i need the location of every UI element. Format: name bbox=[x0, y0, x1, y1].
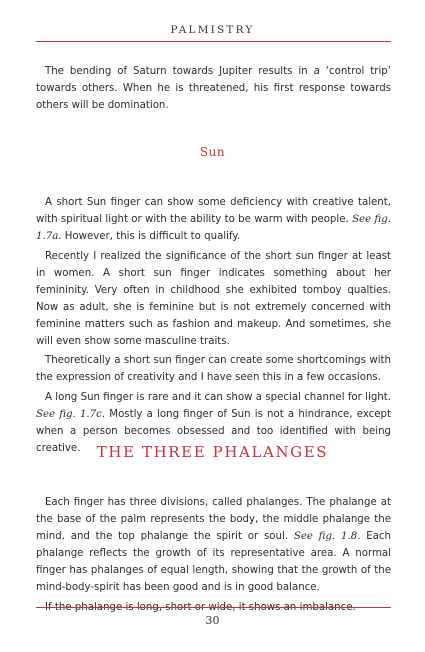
running-header: PALMISTRY bbox=[170, 24, 255, 36]
phalanges-heading: THE THREE PHALANGES bbox=[96, 443, 329, 461]
footer-rule bbox=[36, 607, 391, 608]
intro-paragraph: The bending of Saturn towards Jupiter results in a ‘control trip’ towards others. When he is threatened, his first response towards others will be domination. bbox=[36, 66, 391, 111]
sun-paragraph-4: A long Sun finger is rare and it can show a special channel for light. See fig. 1.7c. Mostly a long finger of Sun is not a hindrance, except when a person becomes obsessed and too identified with being creative. bbox=[36, 391, 391, 454]
sun-section-text bbox=[36, 194, 391, 459]
figure-reference: See fig. 1.7c bbox=[36, 408, 102, 420]
phalanges-paragraph-1: Each finger has three divisions, called phalanges. The phalange at the base of the palm represents the body, the middle phalange the mind, and the top phalange the spirit or soul. See fig. 1.8. Each phalange reflects the growth of its representative area. A normal finger has phalanges of equal length, showing that the growth of the mind-body-spirit has been good and is in good balance. bbox=[36, 497, 391, 593]
header-rule bbox=[36, 41, 391, 42]
figure-reference: See fig. 1.8 bbox=[293, 531, 358, 542]
figure-reference: See fig. 1.7a bbox=[36, 214, 391, 242]
phalanges-paragraph-2: If the phalange is long, short or wide, it shows an imbalance. bbox=[45, 601, 356, 613]
page-number: 30 bbox=[205, 614, 220, 627]
sun-paragraph-2: Recently I realized the significance of the short sun finger at least in women. A short sun finger indicates something about her femininity. Very often in childhood she exhibited tomboy qualties. Now as adult, she is feminine but is not extremely concerned with feminine matters such as fashion and makeup. And sometimes, she will even show some masculine traits. bbox=[36, 250, 391, 347]
sun-paragraph-1: A short Sun finger can show some deficiency with creative talent, with spiritual light or with the ability to be warm with people. See fig. 1.7a. However, this is difficult to qualify. bbox=[36, 197, 391, 242]
phalanges-section-text bbox=[36, 494, 391, 618]
intro-text bbox=[36, 63, 391, 117]
sun-heading: Sun bbox=[199, 145, 226, 159]
sun-paragraph-3: Theoretically a short sun finger can create some shortcomings with the expression of creativity and I have seen this in a few occasions. bbox=[36, 355, 391, 384]
